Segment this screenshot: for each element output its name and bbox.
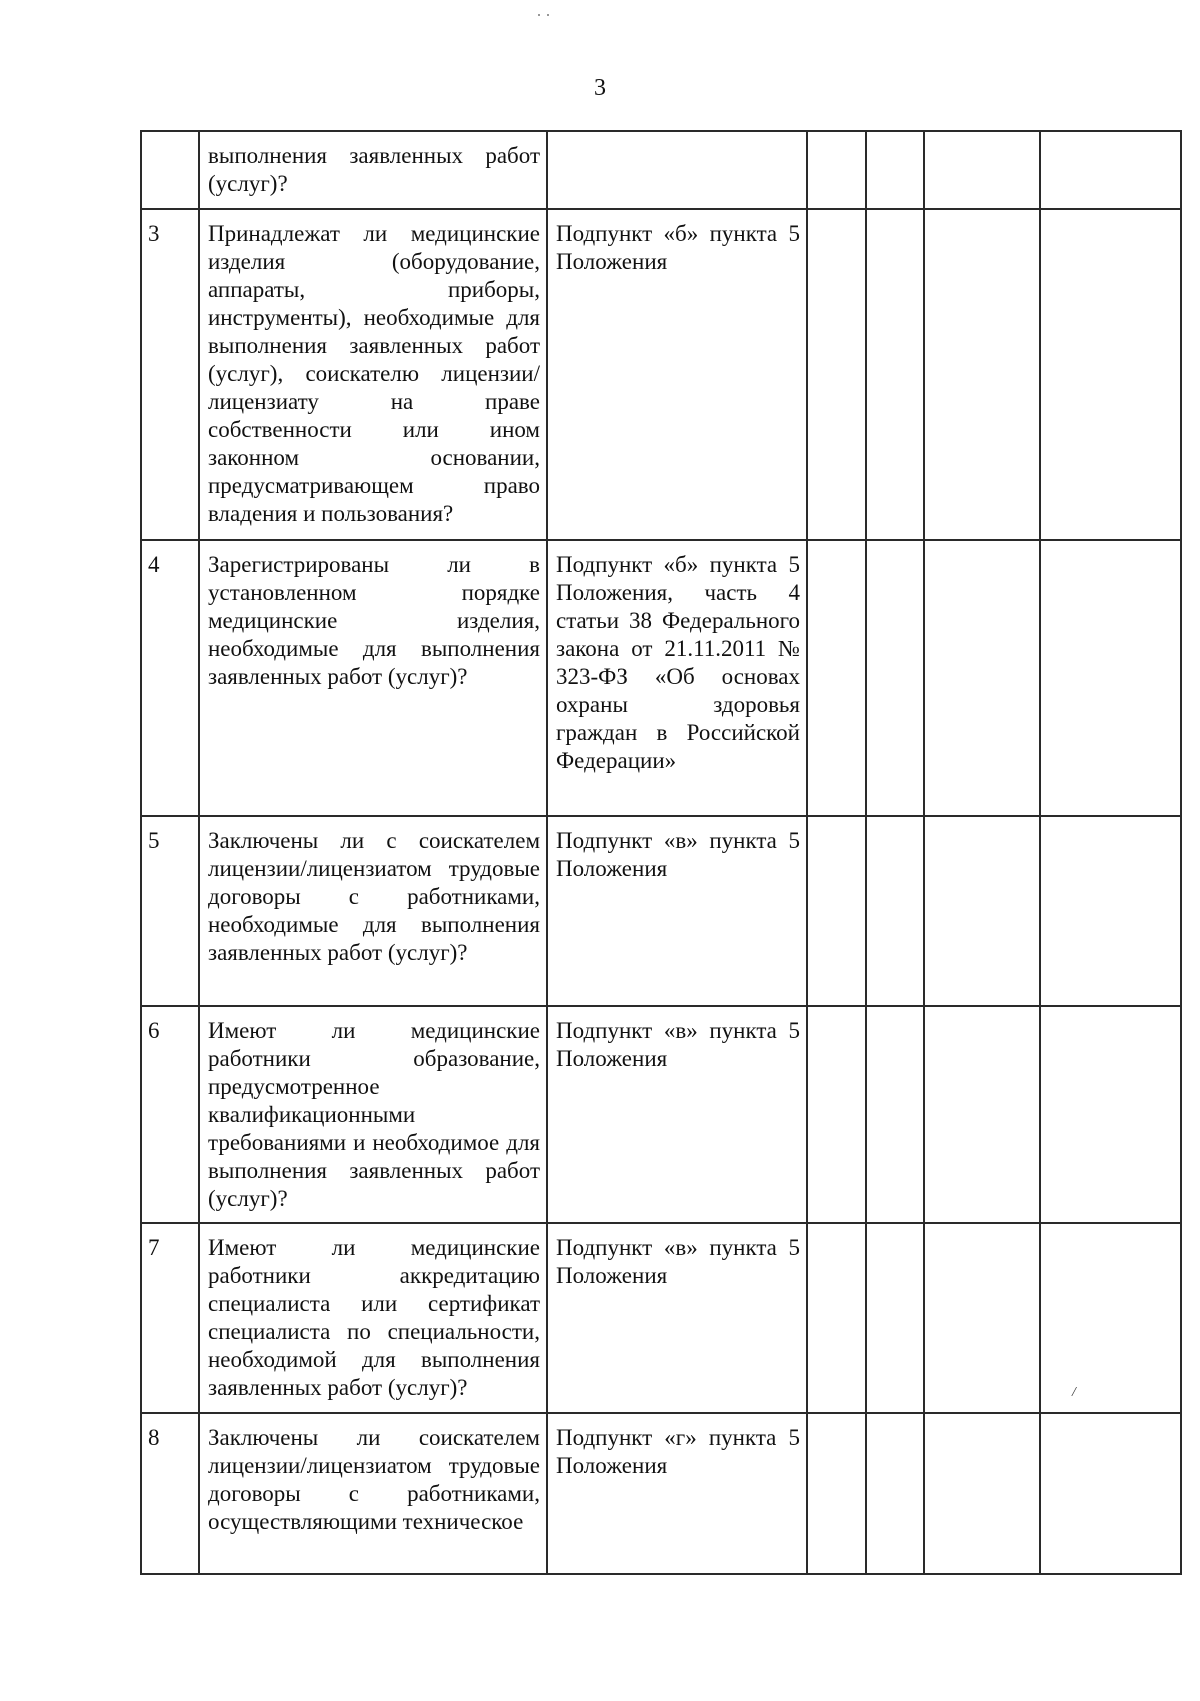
answer-cell-no — [866, 540, 924, 816]
answer-cell-yes — [807, 816, 866, 1006]
row-number: 3 — [141, 209, 199, 540]
legal-basis-cell: Подпункт «г» пункта 5 Положения — [547, 1413, 807, 1574]
answer-cell-not-applicable — [924, 816, 1040, 1006]
answer-cell-no — [866, 209, 924, 540]
table-row — [141, 1413, 1181, 1574]
answer-cell-yes — [807, 1006, 866, 1223]
question-cell: Имеют ли медицинские работники аккредитацию специалиста или сертификат специалиста по специальности, необходимой для выполнения заявленных работ (услуг)? — [199, 1223, 547, 1413]
answer-cell-not-applicable — [924, 1223, 1040, 1413]
answer-cell-no — [866, 131, 924, 209]
answer-cell-no — [866, 1006, 924, 1223]
legal-basis-cell — [547, 131, 807, 209]
stray-pen-mark: / — [1072, 1385, 1076, 1400]
table-row — [141, 540, 1181, 816]
notes-cell — [1040, 131, 1181, 209]
answer-cell-not-applicable — [924, 209, 1040, 540]
question-cell: Имеют ли медицинские работники образование, предусмотренное квалификационными требованиями и необходимое для выполнения заявленных работ (услуг)? — [199, 1006, 547, 1223]
notes-cell — [1040, 209, 1181, 540]
table-row — [141, 816, 1181, 1006]
notes-cell — [1040, 540, 1181, 816]
answer-cell-yes — [807, 1413, 866, 1574]
answer-cell-no — [866, 816, 924, 1006]
answer-cell-yes — [807, 131, 866, 209]
row-number: 6 — [141, 1006, 199, 1223]
notes-cell — [1040, 1413, 1181, 1574]
question-cell: Зарегистрированы ли в установленном порядке медицинские изделия, необходимые для выполнения заявленных работ (услуг)? — [199, 540, 547, 816]
legal-basis-cell: Подпункт «б» пункта 5 Положения — [547, 209, 807, 540]
table-row — [141, 209, 1181, 540]
row-number: 4 — [141, 540, 199, 816]
answer-cell-not-applicable — [924, 1413, 1040, 1574]
row-number — [141, 131, 199, 209]
answer-cell-not-applicable — [924, 131, 1040, 209]
question-cell: Заключены ли соискателем лицензии/лицензиатом трудовые договоры с работниками, осуществляющими техническое — [199, 1413, 547, 1574]
answer-cell-yes — [807, 1223, 866, 1413]
legal-basis-cell: Подпункт «б» пункта 5 Положения, часть 4 статьи 38 Федерального закона от 21.11.2011 № 323-ФЗ «Об основах охраны здоровья граждан в Российской Федерации» — [547, 540, 807, 816]
table-row — [141, 1223, 1181, 1413]
legal-basis-cell: Подпункт «в» пункта 5 Положения — [547, 1223, 807, 1413]
notes-cell — [1040, 1223, 1181, 1413]
table-row — [141, 131, 1181, 209]
notes-cell — [1040, 1006, 1181, 1223]
question-cell: Принадлежат ли медицинские изделия (оборудование, аппараты, приборы, инструменты), необходимые для выполнения заявленных работ (услуг), соискателю лицензии/лицензиату на праве собственности или ином законном основании, предусматривающем право владения и пользования? — [199, 209, 547, 540]
legal-basis-cell: Подпункт «в» пункта 5 Положения — [547, 816, 807, 1006]
legal-basis-cell: Подпункт «в» пункта 5 Положения — [547, 1006, 807, 1223]
answer-cell-not-applicable — [924, 540, 1040, 816]
checklist-table — [140, 130, 1182, 1575]
answer-cell-not-applicable — [924, 1006, 1040, 1223]
row-number: 8 — [141, 1413, 199, 1574]
answer-cell-yes — [807, 540, 866, 816]
answer-cell-yes — [807, 209, 866, 540]
row-number: 7 — [141, 1223, 199, 1413]
question-cell: выполнения заявленных работ (услуг)? — [199, 131, 547, 209]
notes-cell — [1040, 816, 1181, 1006]
answer-cell-no — [866, 1223, 924, 1413]
answer-cell-no — [866, 1413, 924, 1574]
table-row — [141, 1006, 1181, 1223]
row-number: 5 — [141, 816, 199, 1006]
question-cell: Заключены ли с соискателем лицензии/лицензиатом трудовые договоры с работниками, необходимые для выполнения заявленных работ (услуг)? — [199, 816, 547, 1006]
scan-speck — [538, 14, 552, 17]
page-number: 3 — [594, 75, 606, 101]
